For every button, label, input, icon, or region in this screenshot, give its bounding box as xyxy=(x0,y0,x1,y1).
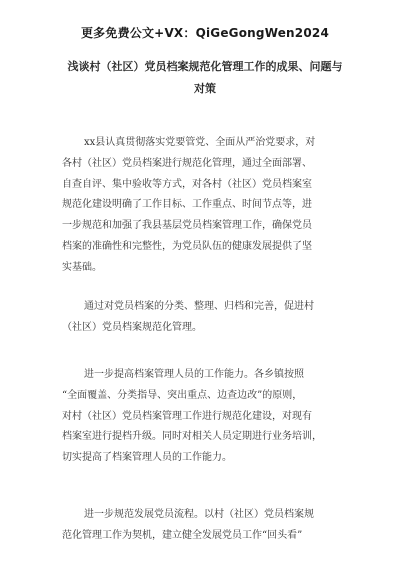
paragraph-line: 各村（社区）党员档案进行规范化管理，通过全面部署、 xyxy=(62,157,312,169)
paragraph-line: 进一步规范发展党员流程。以村（社区）党员档案规 xyxy=(84,509,314,520)
paragraph-3 xyxy=(62,365,362,469)
document-title-line-1: 浅谈村（社区）党员档案规范化管理工作的成果、问题与 xyxy=(67,60,343,73)
paragraph-line: “全面覆盖、分类指导、突出重点、边查边改”的原则， xyxy=(62,389,303,401)
paragraph-line: 规范化建设明确了工作目标、工作重点、时间节点等，进 xyxy=(62,199,312,211)
document-header: 更多免费公文+VX：QiGeGongWen2024 xyxy=(80,26,329,40)
paragraph-line: 进一步提高档案管理人员的工作能力。各乡镇按照 xyxy=(84,369,304,380)
paragraph-line: 范化管理工作为契机，建立健全发展党员工作“回头看” xyxy=(62,529,303,541)
paragraph-4 xyxy=(62,505,362,547)
paragraph-1 xyxy=(62,133,362,279)
paragraph-line: 切实提高了档案管理人员的工作能力。 xyxy=(62,452,232,464)
paragraph-line: xx县认真贯彻落实党要管党、全面从严治党要求，对 xyxy=(84,137,316,148)
document-title-line-2: 对策 xyxy=(194,82,216,95)
paragraph-line: 对村（社区）党员档案管理工作进行规范化建设，对现有 xyxy=(62,410,312,422)
paragraph-line: 实基础。 xyxy=(62,261,102,273)
paragraph-line: 通过对党员档案的分类、整理、归档和完善，促进村 xyxy=(84,301,314,312)
paragraph-line: 档案室进行提档升级。同时对相关人员定期进行业务培训， xyxy=(62,431,322,443)
paragraph-line: 自查自评、集中验收等方式，对各村（社区）党员档案室 xyxy=(62,178,312,190)
paragraph-2 xyxy=(62,297,362,339)
paragraph-line: 档案的准确性和完整性，为党员队伍的健康发展提供了坚 xyxy=(62,240,312,252)
paragraph-line: （社区）党员档案规范化管理。 xyxy=(62,321,202,333)
paragraph-line: 一步规范和加强了我县基层党员档案管理工作，确保党员 xyxy=(62,220,312,232)
